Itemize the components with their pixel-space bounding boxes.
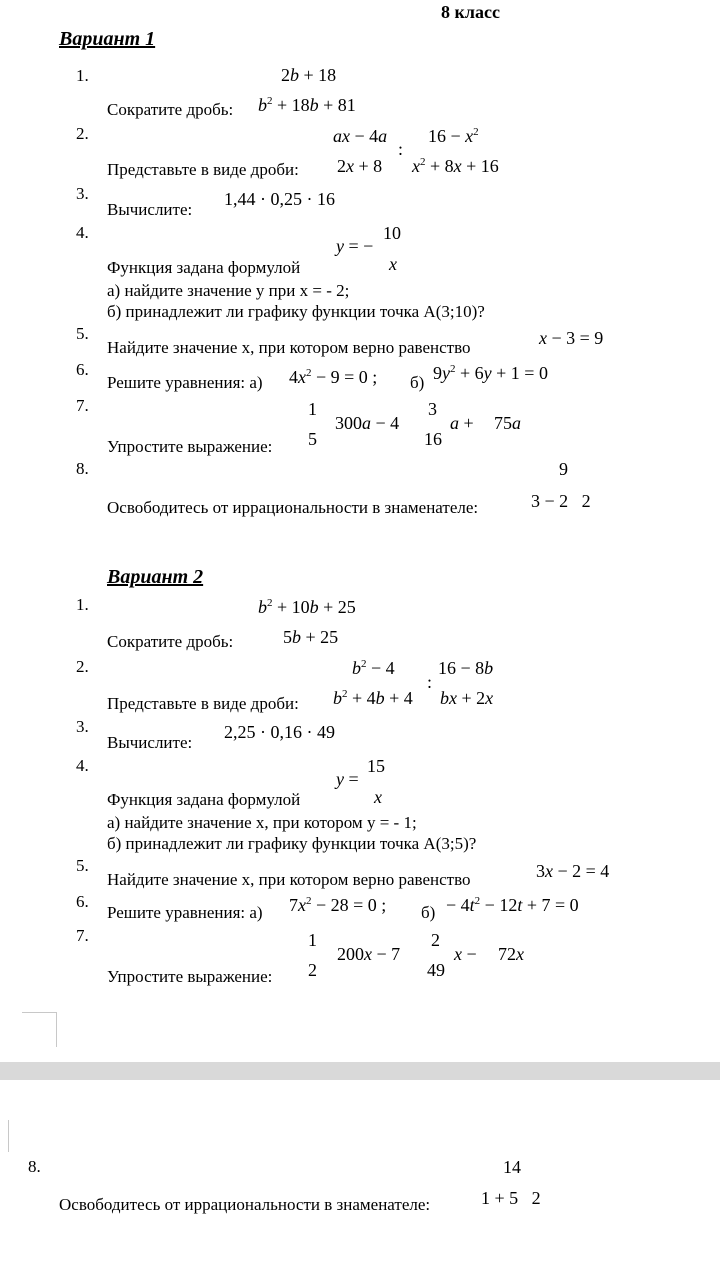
v1-p4-a: а) найдите значение y при x = - 2; — [107, 281, 350, 300]
v2-num-8: 8. — [28, 1157, 41, 1176]
v2-p3-label: Вычислите: — [107, 733, 193, 752]
v2-p3-expr: 2,25 · 0,16 · 49 — [224, 722, 335, 742]
v2-p5-label: Найдите значение x, при котором верно равенство — [107, 870, 471, 889]
v1-p2-den-left: 2x + 8 — [337, 156, 383, 176]
v2-num-7: 7. — [76, 926, 89, 945]
v1-p7-mid: 300a − 4 — [335, 413, 400, 433]
v2-num-2: 2. — [76, 657, 89, 676]
v2-p7-last: 72x — [498, 944, 524, 964]
v2-num-5: 5. — [76, 856, 89, 875]
v1-p2-num-right: $16 - x^2$ — [428, 126, 479, 146]
v2-p8-numerator: 14 — [503, 1157, 521, 1177]
v2-p2-colon: : — [427, 672, 433, 692]
v1-p6-label: Решите уравнения: а) — [107, 373, 263, 392]
v1-p4-denominator: x — [389, 254, 397, 274]
v2-p4-label: Функция задана формулой — [107, 790, 301, 809]
v2-p7-label: Упростите выражение: — [107, 967, 273, 986]
page-corner-mark — [0, 1120, 9, 1152]
v1-num-4: 4. — [76, 223, 89, 242]
v1-p2-colon: : — [398, 139, 404, 159]
page-break — [0, 1062, 720, 1080]
v1-p6-eq-b: $9y^2 + 6y + 1 = 0$ — [433, 363, 548, 383]
v2-num-4: 4. — [76, 756, 89, 775]
v2-p8-label: Освободитесь от иррациональности в знаменателе: — [59, 1195, 431, 1214]
v1-p8-numerator: 9 — [559, 459, 568, 479]
v1-p6-b-label: б) — [410, 373, 425, 392]
v1-p7-label: Упростите выражение: — [107, 437, 273, 456]
v2-p7-frac2-num: 2 — [431, 930, 440, 950]
v1-p7-last: 75a — [494, 413, 521, 433]
page-corner-mark — [22, 1012, 57, 1047]
v1-p8-denominator: 3 − 2 2 — [531, 491, 591, 511]
v1-p5-equation: x − 3 = 9 — [539, 328, 604, 348]
v1-p3-expr: 1,44 · 0,25 · 16 — [224, 189, 335, 209]
v2-p1-denominator: 5b + 25 — [283, 627, 339, 647]
variant-1-title: Вариант 1 — [59, 28, 156, 50]
v1-p1-denominator: $b^2 + 18b + 81$ — [258, 95, 356, 115]
v1-p7-frac2-num: 3 — [428, 399, 437, 419]
v2-p2-label: Представьте в виде дроби: — [107, 694, 299, 713]
v1-p4-numerator: 10 — [383, 223, 401, 243]
v1-num-3: 3. — [76, 184, 89, 203]
v2-p2-den-left: $b^2 + 4b + 4$ — [333, 688, 413, 708]
v2-p1-numerator: $b^2 + 10b + 25$ — [258, 597, 356, 617]
v2-p2-den-right: bx + 2x — [440, 688, 494, 708]
v1-p1-numerator: 2b + 18 — [281, 65, 337, 85]
v2-num-1: 1. — [76, 595, 89, 614]
v2-p6-b-label: б) — [421, 903, 436, 922]
v1-p1-label: Сократите дробь: — [107, 100, 234, 119]
v2-p4-b: б) принадлежит ли графику функции точка A(3;5)? — [107, 834, 477, 853]
v2-p6-label: Решите уравнения: а) — [107, 903, 263, 922]
v2-p2-num-left: $b^2 - 4$ — [352, 658, 395, 678]
v1-p2-den-right: $x^2 + 8x + 16$ — [412, 156, 499, 176]
v1-p3-label: Вычислите: — [107, 200, 193, 219]
v1-p7-frac2-den: 16 — [424, 429, 442, 449]
grade-title: 8 класс — [441, 2, 500, 22]
v2-p4-lhs: y = — [336, 769, 359, 789]
v1-p6-eq-a: $4x^2 - 9 = 0$ ; — [289, 367, 378, 387]
v1-num-1: 1. — [76, 66, 89, 85]
v1-p4-b: б) принадлежит ли графику функции точка A(3;10)? — [107, 302, 485, 321]
v1-p4-lhs: y = − — [336, 236, 374, 256]
v1-num-5: 5. — [76, 324, 89, 343]
variant-2-title: Вариант 2 — [107, 566, 204, 588]
v1-num-7: 7. — [76, 396, 89, 415]
v1-p2-num-left: ax − 4a — [333, 126, 388, 146]
v1-num-8: 8. — [76, 459, 89, 478]
v2-p7-frac1-num: 1 — [308, 930, 317, 950]
v1-p7-frac1-num: 1 — [308, 399, 317, 419]
v1-p7-tail: a + — [450, 413, 474, 433]
v2-p5-equation: 3x − 2 = 4 — [536, 861, 610, 881]
v1-num-6: 6. — [76, 360, 89, 379]
v1-p4-label: Функция задана формулой — [107, 258, 301, 277]
v1-p7-frac1-den: 5 — [308, 429, 317, 449]
v2-num-6: 6. — [76, 892, 89, 911]
v2-p6-eq-b: − $4t^2 - 12t + 7 = 0$ — [446, 895, 579, 915]
v2-p7-frac2-den: 49 — [427, 960, 445, 980]
v2-p8-denominator: 1 + 5 2 — [481, 1188, 541, 1208]
v1-p5-label: Найдите значение x, при котором верно равенство — [107, 338, 471, 357]
v1-p2-label: Представьте в виде дроби: — [107, 160, 299, 179]
v2-p7-tail: x − — [454, 944, 477, 964]
v2-p1-label: Сократите дробь: — [107, 632, 234, 651]
v2-num-3: 3. — [76, 717, 89, 736]
v1-p8-label: Освободитесь от иррациональности в знаменателе: — [107, 498, 479, 517]
v2-p4-denominator: x — [374, 787, 382, 807]
v2-p6-eq-a: $7x^2 - 28 = 0$ ; — [289, 895, 387, 915]
v2-p4-numerator: 15 — [367, 756, 385, 776]
v2-p2-num-right: 16 − 8b — [438, 658, 494, 678]
v1-num-2: 2. — [76, 124, 89, 143]
v2-p4-a: а) найдите значение x, при котором y = - 1; — [107, 813, 417, 832]
v2-p7-mid: 200x − 7 — [337, 944, 401, 964]
v2-p7-frac1-den: 2 — [308, 960, 317, 980]
